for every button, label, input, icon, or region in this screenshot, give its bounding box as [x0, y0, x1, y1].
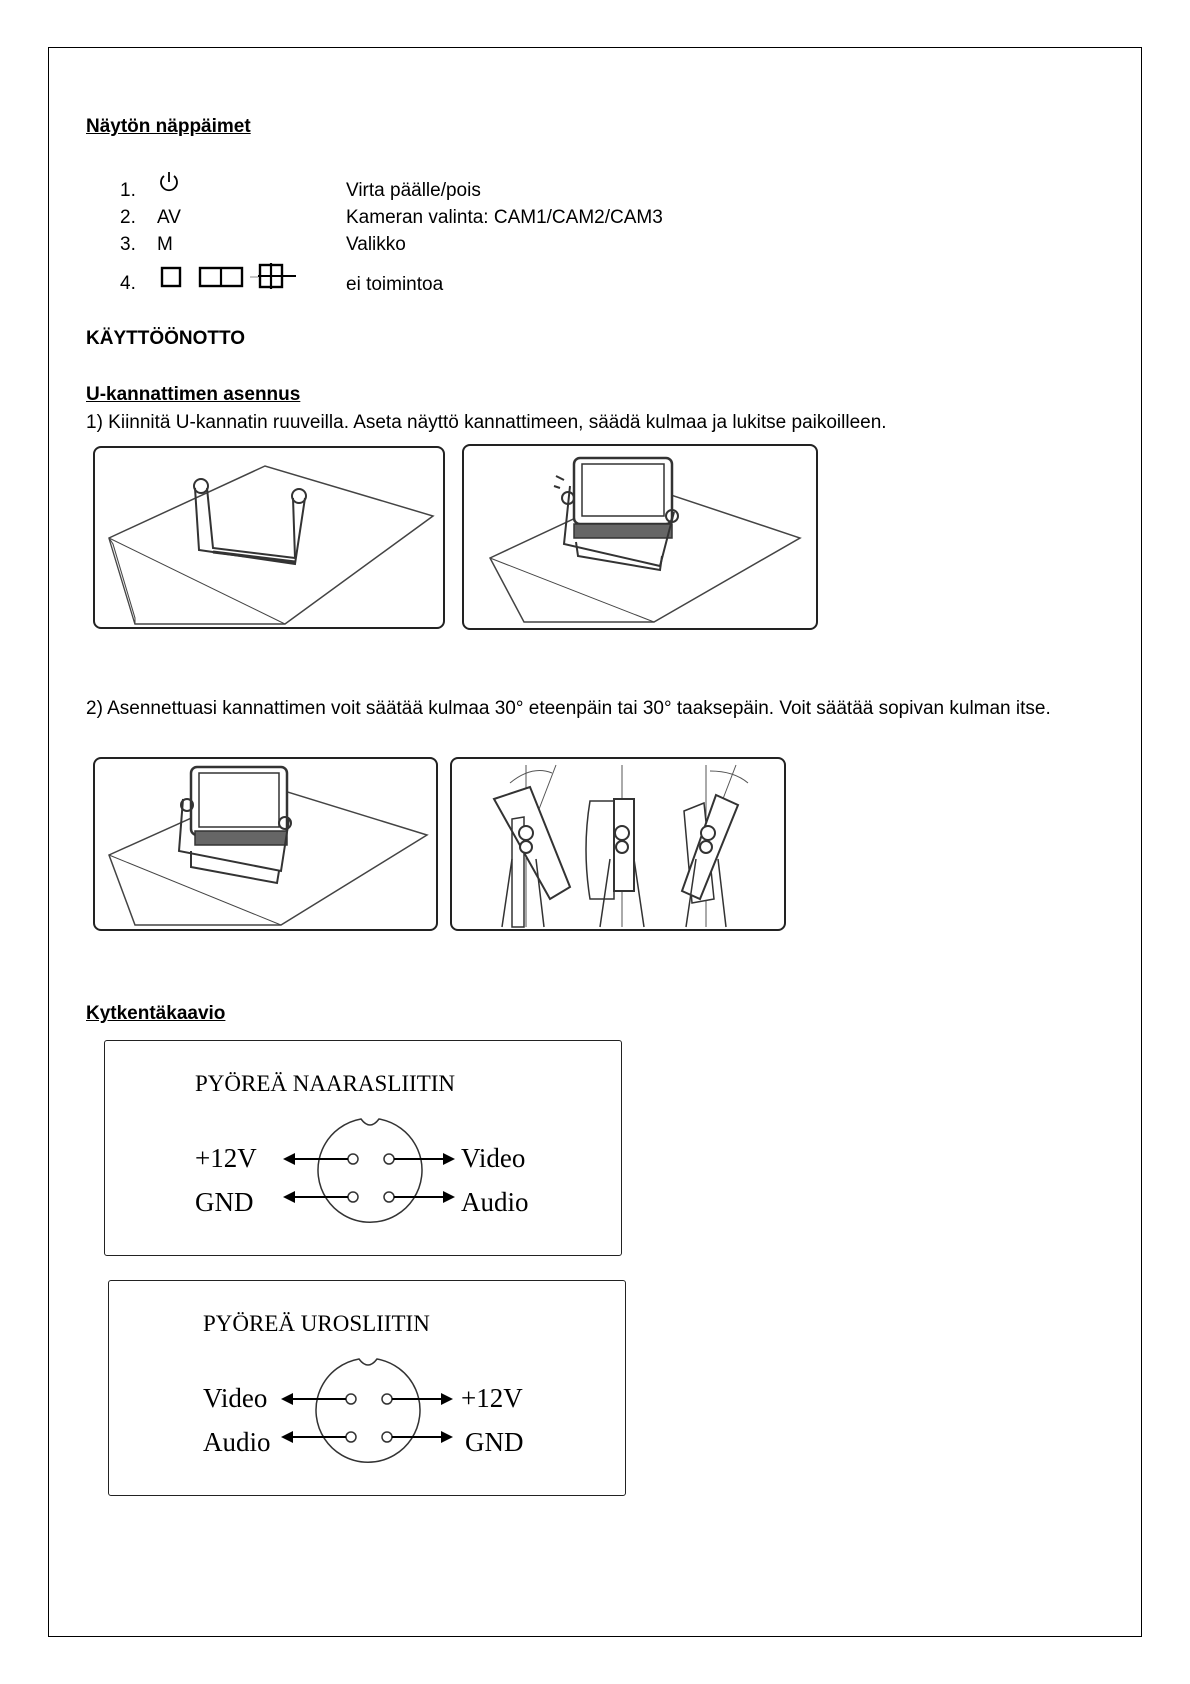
power-icon — [158, 170, 180, 194]
setup-step-2: 2) Asennettuasi kannattimen voit säätää kulmaa 30° eteenpäin tai 30° taaksepäin. Voit säätää sopivan kulman itse. — [86, 698, 1051, 719]
female-connector-diagram — [104, 1040, 622, 1256]
male-left-bottom-label: Audio — [203, 1427, 271, 1457]
key-item-3-key: M — [157, 234, 173, 255]
section-title-setup: KÄYTTÖÖNOTTO — [86, 328, 246, 349]
key-item-4-description: ei toimintoa — [346, 274, 444, 295]
male-connector-pinout — [273, 1353, 463, 1473]
tilt-angle-illustration — [450, 757, 786, 931]
mounted-monitor-illustration — [93, 757, 438, 931]
key-item-4-number: 4. — [120, 273, 136, 294]
section-title-keys: Näytön näppäimet — [86, 116, 251, 137]
male-right-bottom-label: GND — [465, 1427, 524, 1457]
setup-step-1: 1) Kiinnitä U-kannatin ruuveilla. Aseta näyttö kannattimeen, säädä kulmaa ja lukitse paikoilleen. — [86, 412, 887, 433]
bracket-illustration — [93, 446, 445, 629]
key-item-3-number: 3. — [120, 234, 136, 255]
male-connector-title: PYÖREÄ UROSLIITIN — [203, 1311, 430, 1336]
key-item-1-description: Virta päälle/pois — [346, 180, 481, 201]
female-connector-title: PYÖREÄ NAARASLIITIN — [195, 1071, 456, 1096]
key-item-3-description: Valikko — [346, 234, 406, 255]
key-item-1-number: 1. — [120, 180, 136, 201]
split-screen-icons — [160, 262, 300, 292]
key-item-2-number: 2. — [120, 207, 136, 228]
female-left-bottom-label: GND — [195, 1187, 254, 1217]
female-right-top-label: Video — [461, 1143, 526, 1173]
section-title-wiring: Kytkentäkaavio — [86, 1003, 226, 1024]
monitor-mount-illustration — [462, 444, 818, 630]
key-item-2-key: AV — [157, 207, 181, 228]
female-connector-pinout — [275, 1113, 465, 1233]
section-subtitle-bracket: U-kannattimen asennus — [86, 384, 301, 405]
female-right-bottom-label: Audio — [461, 1187, 529, 1217]
key-item-2-description: Kameran valinta: CAM1/CAM2/CAM3 — [346, 207, 663, 228]
male-right-top-label: +12V — [461, 1383, 523, 1413]
female-left-top-label: +12V — [195, 1143, 257, 1173]
male-left-top-label: Video — [203, 1383, 268, 1413]
male-connector-diagram — [108, 1280, 626, 1496]
